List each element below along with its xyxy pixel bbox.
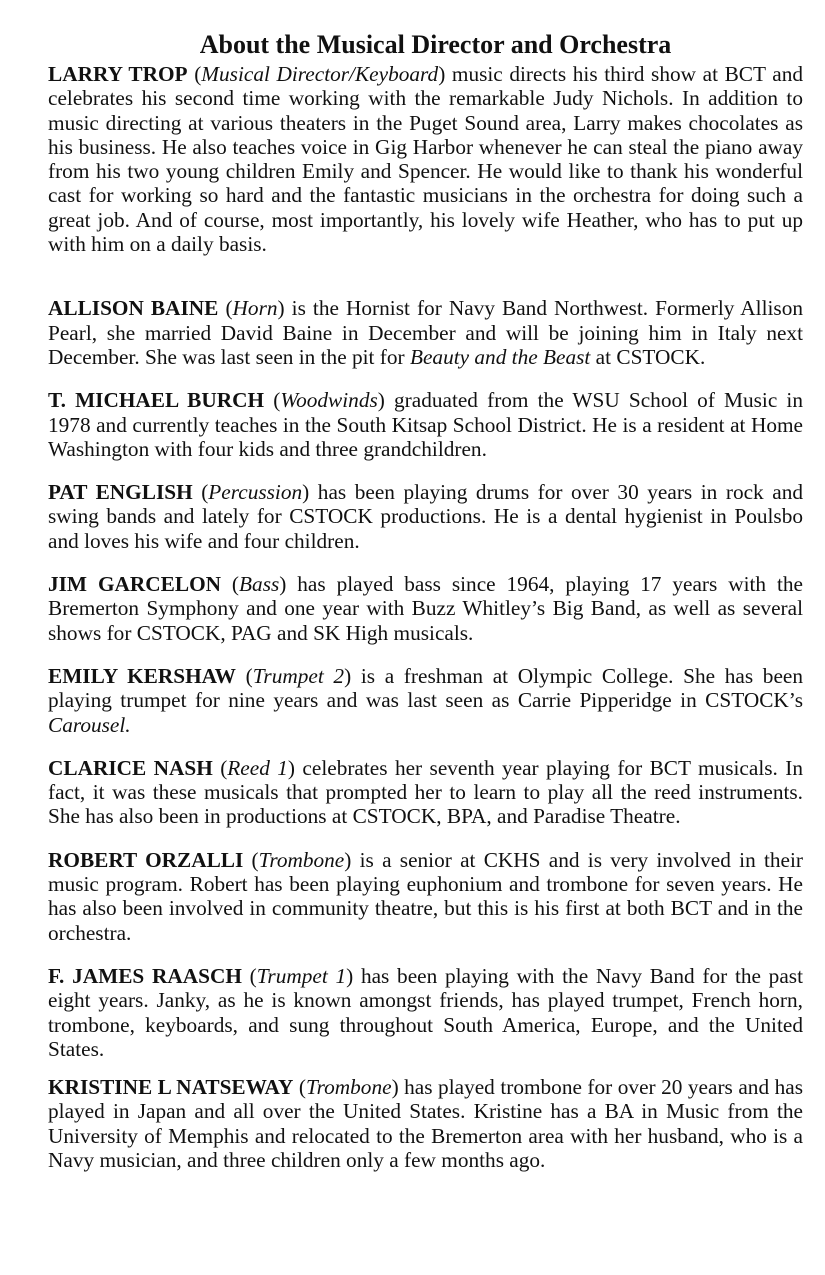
bio-clarice-nash: CLARICE NASH (Reed 1) celebrates her seventh year playing for BCT musicals. In fact, it was these musicals that prompted her to learn to play all the reed instruments. She has also been in productions at CSTOCK, BPA, and Paradise Theatre. (48, 755, 803, 829)
bio-name: F. JAMES RAASCH (48, 963, 242, 988)
bio-text: music directs his third show at BCT and celebrates his second time working with the remarkable Judy Nichols. In addition to music directing at various theaters in the Puget Sound area, Larry makes chocolates as his business. He also teaches voice in Gig Harbor whenever he can steal the piano away from his two young children Emily and Spencer. He would like to thank his wonderful cast for working so hard and the fantastic musicians in the orchestra for doing such a great job. And of course, most importantly, his lovely wife Heather, who has to put up with him on a daily basis. (48, 62, 803, 257)
bio-name: PAT ENGLISH (48, 480, 193, 505)
bio-text: is the Hornist for Navy Band Northwest. Formerly Allison Pearl, she married David Baine in December and will be joining him in Italy next December. She was last seen in the pit for (48, 296, 803, 369)
bio-allison-baine: ALLISON BAINE (Horn) is the Hornist for Navy Band Northwest. Formerly Allison Pearl, she married David Baine in December and will be joining him in Italy next December. She was last seen in the pit for Beauty and the Beast at CSTOCK. (48, 296, 803, 369)
bio-robert-orzalli: ROBERT ORZALLI (Trombone) is a senior at CKHS and is very involved in their music program. Robert has been playing euphonium and trombone for seven years. He has also been involved in community theatre, but this is his first at both BCT and in the orchestra. (48, 847, 804, 945)
bio-text: is a freshman at Olympic College. She has been playing trumpet for nine years and was last seen as Carrie Pipperidge in CSTOCK’s (48, 663, 804, 713)
bio-name: JIM GARCELON (48, 572, 222, 597)
bio-t-michael-burch: T. MICHAEL BURCH (Woodwinds) graduated from the WSU School of Music in 1978 and currently teaches in the South Kitsap School District. He is a resident at Home Washington with four kids and three grandchildren. (48, 388, 803, 461)
bio-pat-english: PAT ENGLISH (Percussion) has been playing drums for over 30 years in rock and swing bands and lately for CSTOCK productions. He is a dental hygienist in Poulsbo and loves his wife and four children. (48, 480, 803, 553)
bio-role: Trumpet 1 (256, 963, 347, 988)
bio-jim-garcelon: JIM GARCELON (Bass) has played bass since 1964, playing 17 years with the Bremerton Symphony and one year with Buzz Whitley’s Big Band, as well as several shows for CSTOCK, PAG and SK High musicals. (48, 572, 804, 645)
bio-emily-kershaw: EMILY KERSHAW (Trumpet 2) is a freshman at Olympic College. She has been playing trumpet for nine years and was last seen as Carrie Pipperidge in CSTOCK’s Carousel. (48, 663, 804, 737)
bio-text: celebrates her seventh year playing for BCT musicals. In fact, it was these musicals that prompted her to learn to play all the reed instruments. She has also been in productions at CSTOCK, BPA, and Paradise Theatre. (48, 755, 803, 829)
bio-f-james-raasch: F. JAMES RAASCH (Trumpet 1) has been playing with the Navy Band for the past eight years. Janky, as he is known amongst friends, has played trumpet, French horn, trombone, keyboards, and sung throughout South America, Europe, and the United States. (48, 963, 803, 1061)
bio-name: KRISTINE L NATSEWAY (48, 1075, 294, 1100)
bio-text: has played bass since 1964, playing 17 years with the Bremerton Symphony and one year with Buzz Whitley’s Big Band, as well as several shows for CSTOCK, PAG and SK High musicals. (48, 572, 804, 645)
bio-name: T. MICHAEL BURCH (48, 388, 265, 413)
bio-role: Percussion (208, 480, 303, 505)
bio-name: CLARICE NASH (48, 755, 213, 780)
bio-name: ALLISON BAINE (48, 296, 219, 321)
bio-role: Bass (239, 572, 280, 597)
bio-role: Horn (232, 296, 278, 321)
bio-text: has played trombone for over 20 years and has played in Japan and all over the United States. Kristine has a BA in Music from the University of Memphis and relocated to the Bremerton area with her husband, who is a Navy musician, and three children only a few months ago. (48, 1075, 803, 1172)
bio-text: graduated from the WSU School of Music in 1978 and currently teaches in the South Kitsap School District. He is a resident at Home Washington with four kids and three grandchildren. (48, 388, 803, 461)
bio-name: ROBERT ORZALLI (48, 847, 244, 872)
bio-role: Trombone (305, 1075, 392, 1100)
bio-larry-trop: LARRY TROP (Musical Director/Keyboard) music directs his third show at BCT and celebrates his second time working with the remarkable Judy Nichols. In addition to music directing at various theaters in the Puget Sound area, Larry makes chocolates as his business. He also teaches voice in Gig Harbor whenever he can steal the piano away from his two young children Emily and Spencer. He would like to thank his wonderful cast for working so hard and the fantastic musicians in the orchestra for doing such a great job. And of course, most importantly, his lovely wife Heather, who has to put up with him on a daily basis. (48, 62, 803, 257)
bio-name: EMILY KERSHAW (48, 663, 236, 688)
bio-role: Reed 1 (227, 755, 288, 780)
bio-kristine-natseway: KRISTINE L NATSEWAY (Trombone) has played trombone for over 20 years and has played in Japan and all over the United States. Kristine has a BA in Music from the University of Memphis and relocated to the Bremerton area with her husband, who is a Navy musician, and three children only a few months ago. (48, 1075, 803, 1172)
bio-role: Musical Director/Keyboard (201, 62, 439, 86)
bio-text: has been playing drums for over 30 years in rock and swing bands and lately for CSTOCK productions. He is a dental hygienist in Poulsbo and loves his wife and four children. (48, 480, 803, 553)
bio-name: LARRY TROP (48, 62, 188, 86)
bio-role: Woodwinds (280, 388, 378, 413)
page-title: About the Musical Director and Orchestra (199, 30, 672, 59)
bio-role: Trombone (258, 847, 345, 872)
bio-work-title: Beauty and the Beast (409, 344, 591, 369)
bio-text: has been playing with the Navy Band for the past eight years. Janky, as he is known amongst friends, has played trumpet, French horn, trombone, keyboards, and sung throughout South America, Europe, and the United States. (48, 963, 803, 1061)
bio-text: is a senior at CKHS and is very involved in their music program. Robert has been playing euphonium and trombone for seven years. He has also been involved in community theatre, but this is his first at both BCT and in the orchestra. (48, 847, 804, 945)
bio-text-after: at CSTOCK. (595, 344, 706, 369)
bio-work-title: Carousel. (48, 712, 131, 737)
bio-role: Trumpet 2 (252, 663, 345, 688)
